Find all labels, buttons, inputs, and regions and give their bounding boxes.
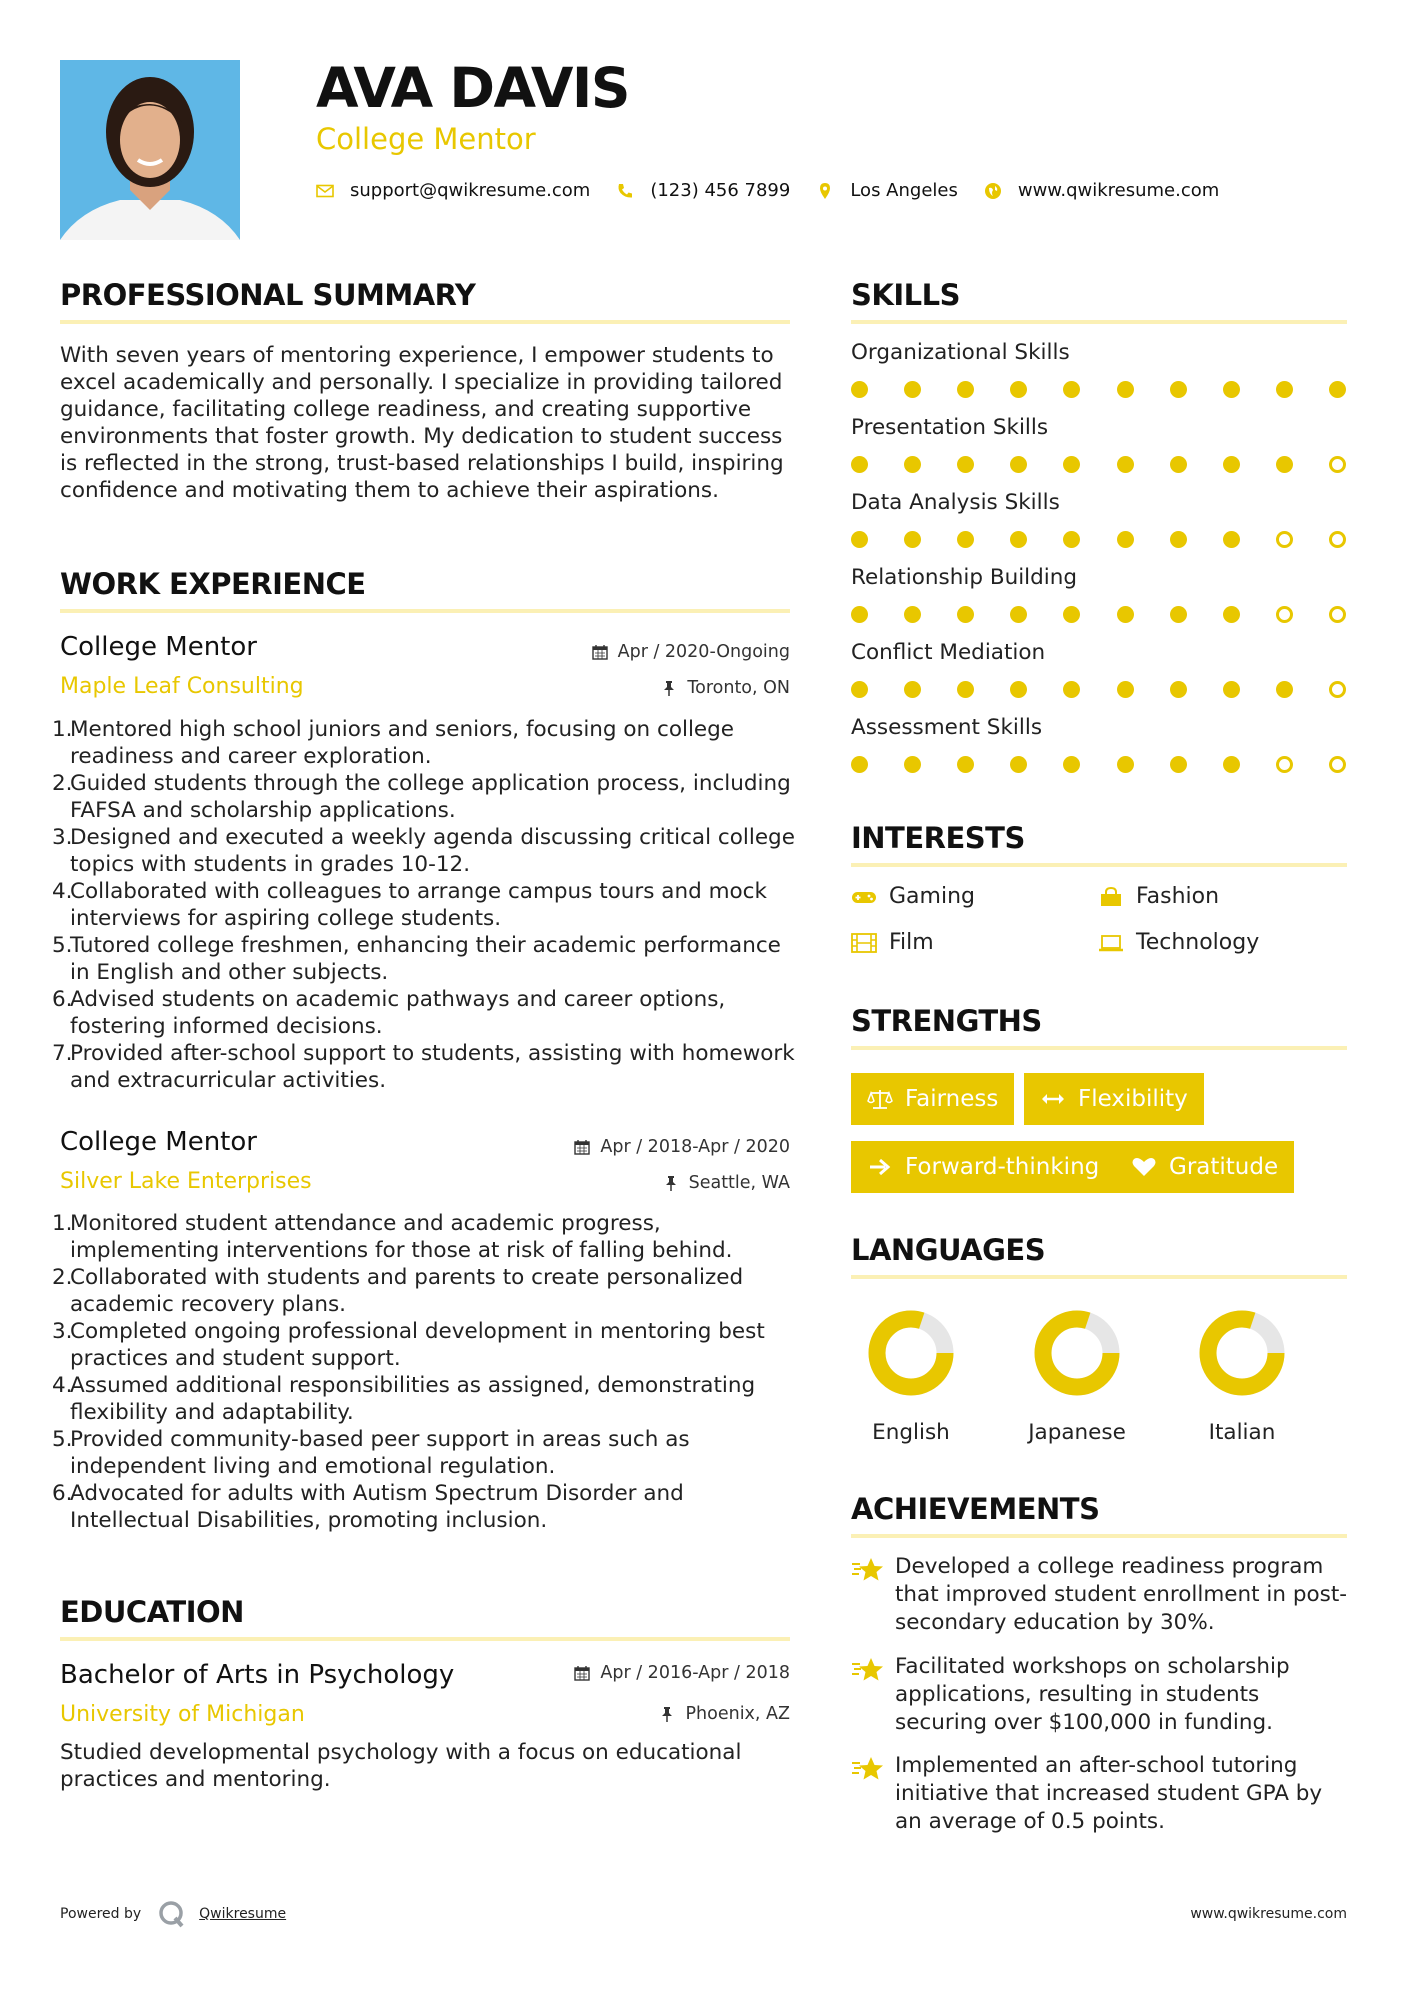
rating-dot-empty xyxy=(1329,531,1346,548)
rating-dot-filled xyxy=(1117,756,1134,773)
bullet-text: Collaborated with students and parents to create personalized academic recovery plans. xyxy=(70,1265,744,1317)
rating-dot-filled xyxy=(1063,381,1080,398)
rating-dot-filled xyxy=(957,756,974,773)
job-dates-text: Apr / 2020-Ongoing xyxy=(617,642,790,662)
skill-label: Relationship Building xyxy=(851,565,1078,590)
rating-dot-filled xyxy=(1010,756,1027,773)
gamepad-icon xyxy=(851,887,877,907)
skill-label: Presentation Skills xyxy=(851,415,1049,440)
rating-dot-filled xyxy=(1170,531,1187,548)
bullet-item xyxy=(52,1210,802,1264)
language-label: English xyxy=(872,1420,950,1445)
education-dates xyxy=(480,1663,790,1683)
achievement-item xyxy=(851,1752,1351,1836)
rating-dot-empty xyxy=(1329,606,1346,623)
job-title: College Mentor xyxy=(60,632,257,662)
strength-label: Forward-thinking xyxy=(905,1154,1100,1180)
rating-dot-filled xyxy=(851,681,868,698)
skill-rating xyxy=(851,756,1347,776)
contact-phone[interactable] xyxy=(616,180,790,201)
rating-dot-filled xyxy=(1223,531,1240,548)
contact-email[interactable] xyxy=(316,180,590,201)
phone-text: (123) 456 7899 xyxy=(650,180,791,201)
interest-technology xyxy=(1098,930,1259,955)
rating-dot-filled xyxy=(1170,756,1187,773)
rating-dot-empty xyxy=(1329,456,1346,473)
candidate-name: AVA DAVIS xyxy=(316,56,630,120)
rating-dot-empty xyxy=(1329,756,1346,773)
rating-dot-filled xyxy=(1276,381,1293,398)
bullet-text: Advised students on academic pathways and career options, fostering informed decisions. xyxy=(70,987,726,1039)
job-company: Silver Lake Enterprises xyxy=(60,1169,312,1194)
interests-divider xyxy=(851,863,1347,867)
strength-label: Gratitude xyxy=(1169,1154,1279,1180)
powered-by-text: Powered by xyxy=(60,1906,142,1922)
interest-label: Gaming xyxy=(889,884,975,909)
strengths-divider xyxy=(851,1046,1347,1050)
rating-dot-filled xyxy=(957,456,974,473)
rating-dot-filled xyxy=(1010,531,1027,548)
bullet-number: 2. xyxy=(52,1265,73,1290)
rating-dot-filled xyxy=(1117,606,1134,623)
strengths-heading: STRENGTHS xyxy=(851,1004,1042,1038)
balance-scale-icon xyxy=(867,1088,893,1110)
rating-dot-filled xyxy=(1170,681,1187,698)
bullet-number: 4. xyxy=(52,1373,73,1398)
rating-dot-filled xyxy=(851,756,868,773)
rating-dot-filled xyxy=(1223,756,1240,773)
bullet-text: Collaborated with colleagues to arrange campus tours and mock interviews for aspiring college students. xyxy=(70,879,767,931)
skill-rating xyxy=(851,531,1347,551)
summary-divider xyxy=(60,320,790,324)
rating-dot-filled xyxy=(1170,381,1187,398)
summary-heading: PROFESSIONAL SUMMARY xyxy=(60,278,476,312)
skills-divider xyxy=(851,320,1347,324)
education-description: Studied developmental psychology with a focus on educational practices and mentoring. xyxy=(60,1740,742,1792)
bullet-text: Completed ongoing professional development in mentoring best practices and student support. xyxy=(70,1319,765,1371)
job-location-text: Toronto, ON xyxy=(687,678,790,698)
film-icon xyxy=(851,933,877,953)
achievement-text: Facilitated workshops on scholarship applications, resulting in students securing over $100,000 in funding. xyxy=(895,1654,1290,1735)
skill-label: Assessment Skills xyxy=(851,715,1043,740)
rating-dot-filled xyxy=(851,531,868,548)
rating-dot-empty xyxy=(1276,756,1293,773)
rating-dot-filled xyxy=(1063,606,1080,623)
rating-dot-filled xyxy=(904,606,921,623)
rating-dot-filled xyxy=(1170,456,1187,473)
rating-dot-filled xyxy=(904,531,921,548)
achievement-item xyxy=(851,1553,1351,1637)
bullet-item xyxy=(52,986,802,1040)
job-bullets xyxy=(52,716,802,1094)
rating-dot-filled xyxy=(1063,456,1080,473)
bullet-item xyxy=(52,1480,802,1534)
strength-tag xyxy=(851,1141,1115,1193)
email-text: support@qwikresume.com xyxy=(350,180,591,201)
rating-dot-filled xyxy=(957,381,974,398)
rating-dot-filled xyxy=(851,381,868,398)
strength-label: Fairness xyxy=(905,1086,999,1112)
language-item xyxy=(851,1308,971,1445)
rating-dot-empty xyxy=(1276,606,1293,623)
profile-photo xyxy=(60,60,240,240)
strength-tag xyxy=(1115,1141,1294,1193)
bullet-number: 7. xyxy=(52,1041,73,1066)
job-title: College Mentor xyxy=(60,1127,257,1157)
rating-dot-filled xyxy=(1063,531,1080,548)
interests-heading: INTERESTS xyxy=(851,821,1025,855)
bullet-text: Assumed additional responsibilities as assigned, demonstrating flexibility and adaptability. xyxy=(70,1373,756,1425)
rating-dot-filled xyxy=(1329,381,1346,398)
bullet-text: Provided after-school support to students, assisting with homework and extracurricular activities. xyxy=(70,1041,795,1093)
rating-dot-filled xyxy=(1223,606,1240,623)
rating-dot-filled xyxy=(904,756,921,773)
candidate-title: College Mentor xyxy=(316,122,536,156)
education-divider xyxy=(60,1637,790,1641)
rating-dot-filled xyxy=(904,456,921,473)
heart-icon xyxy=(1131,1156,1157,1178)
star-icon xyxy=(851,1555,887,1585)
bullet-number: 3. xyxy=(52,825,73,850)
interest-gaming xyxy=(851,884,975,909)
contact-location xyxy=(816,180,958,201)
rating-dot-filled xyxy=(904,681,921,698)
rating-dot-filled xyxy=(1063,681,1080,698)
job-location xyxy=(480,678,790,698)
skill-rating xyxy=(851,381,1347,401)
bullet-number: 1. xyxy=(52,717,73,742)
job-dates xyxy=(480,1137,790,1157)
rating-dot-filled xyxy=(1117,531,1134,548)
rating-dot-filled xyxy=(1010,456,1027,473)
envelope-icon xyxy=(316,182,334,200)
rating-dot-filled xyxy=(1010,381,1027,398)
language-donut xyxy=(1032,1308,1122,1398)
bullet-text: Guided students through the college application process, including FAFSA and scholarship applications. xyxy=(70,771,791,823)
bullet-text: Designed and executed a weekly agenda discussing critical college topics with students in grades 10-12. xyxy=(70,825,795,877)
pushpin-icon xyxy=(663,1175,679,1191)
rating-dot-filled xyxy=(904,381,921,398)
skill-label: Conflict Mediation xyxy=(851,640,1046,665)
bullet-number: 5. xyxy=(52,1427,73,1452)
bullet-number: 6. xyxy=(52,1481,73,1506)
star-icon xyxy=(851,1754,887,1784)
achievements-divider xyxy=(851,1534,1347,1538)
rating-dot-filled xyxy=(1117,681,1134,698)
language-item xyxy=(1182,1308,1302,1445)
skill-label: Data Analysis Skills xyxy=(851,490,1060,515)
rating-dot-filled xyxy=(1117,381,1134,398)
rating-dot-empty xyxy=(1329,681,1346,698)
education-location xyxy=(480,1704,790,1724)
skill-rating xyxy=(851,456,1347,476)
job-dates-text: Apr / 2018-Apr / 2020 xyxy=(600,1137,790,1157)
bullet-number: 2. xyxy=(52,771,73,796)
experience-divider xyxy=(60,609,790,613)
rating-dot-filled xyxy=(1010,606,1027,623)
bullet-text: Advocated for adults with Autism Spectrum Disorder and Intellectual Disabilities, promoting inclusion. xyxy=(70,1481,684,1533)
job-location xyxy=(480,1173,790,1193)
achievements-heading: ACHIEVEMENTS xyxy=(851,1492,1100,1526)
language-label: Italian xyxy=(1208,1420,1276,1445)
qwikresume-logo-icon xyxy=(157,1900,185,1928)
location-text: Los Angeles xyxy=(850,180,958,201)
interest-fashion xyxy=(1098,884,1219,909)
phone-icon xyxy=(616,182,634,200)
job-bullets xyxy=(52,1210,802,1534)
strength-tag xyxy=(851,1073,1014,1125)
globe-icon xyxy=(984,182,1002,200)
bullet-item xyxy=(52,1318,802,1372)
arrows-horizontal-icon xyxy=(1040,1088,1066,1110)
website-text: www.qwikresume.com xyxy=(1017,180,1220,201)
map-pin-icon xyxy=(816,182,834,200)
education-heading: EDUCATION xyxy=(60,1595,244,1629)
rating-dot-filled xyxy=(1170,606,1187,623)
bullet-item xyxy=(52,1040,802,1094)
bullet-text: Monitored student attendance and academic progress, implementing interventions for those at risk of falling behind. xyxy=(70,1211,733,1263)
rating-dot-filled xyxy=(851,456,868,473)
rating-dot-filled xyxy=(1063,756,1080,773)
skill-rating xyxy=(851,606,1347,626)
job-dates xyxy=(480,642,790,662)
rating-dot-filled xyxy=(1223,381,1240,398)
job-location-text: Seattle, WA xyxy=(688,1173,790,1193)
bullet-number: 4. xyxy=(52,879,73,904)
degree-title: Bachelor of Arts in Psychology xyxy=(60,1660,455,1690)
job-company: Maple Leaf Consulting xyxy=(60,674,304,699)
language-donut xyxy=(866,1308,956,1398)
rating-dot-filled xyxy=(1276,456,1293,473)
bullet-text: Tutored college freshmen, enhancing their academic performance in English and other subjects. xyxy=(70,933,781,985)
rating-dot-empty xyxy=(1276,531,1293,548)
bullet-number: 1. xyxy=(52,1211,73,1236)
contact-bar xyxy=(316,180,1245,201)
bullet-item xyxy=(52,716,802,770)
rating-dot-filled xyxy=(957,606,974,623)
skill-rating xyxy=(851,681,1347,701)
bullet-text: Mentored high school juniors and seniors, focusing on college readiness and career exploration. xyxy=(70,717,735,769)
achievement-text: Developed a college readiness program that improved student enrollment in post-secondary education by 30%. xyxy=(895,1554,1348,1635)
summary-text: With seven years of mentoring experience, I empower students to excel academically and personally. I specialize in providing tailored guidance, facilitating college readiness, and creating supportive environments that foster growth. My dedication to student success is reflected in the strong, trust-based relationships I build, inspiring confidence and motivating them to achieve their aspirations. xyxy=(60,343,784,503)
language-item xyxy=(1017,1308,1137,1445)
languages-heading: LANGUAGES xyxy=(851,1233,1046,1267)
experience-heading: WORK EXPERIENCE xyxy=(60,567,366,601)
calendar-icon xyxy=(574,1665,590,1681)
rating-dot-filled xyxy=(957,531,974,548)
footer-website[interactable]: www.qwikresume.com xyxy=(1190,1906,1347,1922)
rating-dot-filled xyxy=(851,606,868,623)
skills-heading: SKILLS xyxy=(851,278,960,312)
rating-dot-filled xyxy=(1117,456,1134,473)
pushpin-icon xyxy=(661,680,677,696)
school-name: University of Michigan xyxy=(60,1702,305,1727)
interest-label: Fashion xyxy=(1136,884,1220,909)
interest-label: Technology xyxy=(1136,930,1260,955)
footer-powered xyxy=(60,1900,286,1928)
interest-label: Film xyxy=(889,930,934,955)
bullet-item xyxy=(52,824,802,878)
achievement-item xyxy=(851,1653,1351,1737)
strength-label: Flexibility xyxy=(1078,1086,1188,1112)
arrow-right-icon xyxy=(867,1156,893,1178)
achievement-text: Implemented an after-school tutoring initiative that increased student GPA by an average of 0.5 points. xyxy=(895,1753,1323,1834)
calendar-icon xyxy=(592,644,608,660)
bullet-item xyxy=(52,878,802,932)
laptop-icon xyxy=(1098,933,1124,953)
bullet-item xyxy=(52,932,802,986)
pushpin-icon xyxy=(659,1706,675,1722)
shopping-bag-icon xyxy=(1098,887,1124,907)
language-label: Japanese xyxy=(1028,1420,1126,1445)
bullet-item xyxy=(52,770,802,824)
bullet-item xyxy=(52,1372,802,1426)
bullet-number: 6. xyxy=(52,987,73,1012)
language-donut xyxy=(1197,1308,1287,1398)
star-icon xyxy=(851,1655,887,1685)
rating-dot-filled xyxy=(1223,456,1240,473)
brand-link[interactable]: Qwikresume xyxy=(199,1906,287,1922)
bullet-item xyxy=(52,1426,802,1480)
rating-dot-filled xyxy=(957,681,974,698)
bullet-text: Provided community-based peer support in areas such as independent living and emotional regulation. xyxy=(70,1427,690,1479)
strength-tag xyxy=(1024,1073,1204,1125)
education-dates-text: Apr / 2016-Apr / 2018 xyxy=(600,1663,790,1683)
rating-dot-filled xyxy=(1276,681,1293,698)
skill-label: Organizational Skills xyxy=(851,340,1070,365)
calendar-icon xyxy=(574,1139,590,1155)
languages-divider xyxy=(851,1275,1347,1279)
rating-dot-filled xyxy=(1010,681,1027,698)
interest-film xyxy=(851,930,934,955)
bullet-number: 3. xyxy=(52,1319,73,1344)
contact-website[interactable] xyxy=(984,180,1219,201)
education-location-text: Phoenix, AZ xyxy=(685,1704,790,1724)
rating-dot-filled xyxy=(1223,681,1240,698)
bullet-number: 5. xyxy=(52,933,73,958)
bullet-item xyxy=(52,1264,802,1318)
